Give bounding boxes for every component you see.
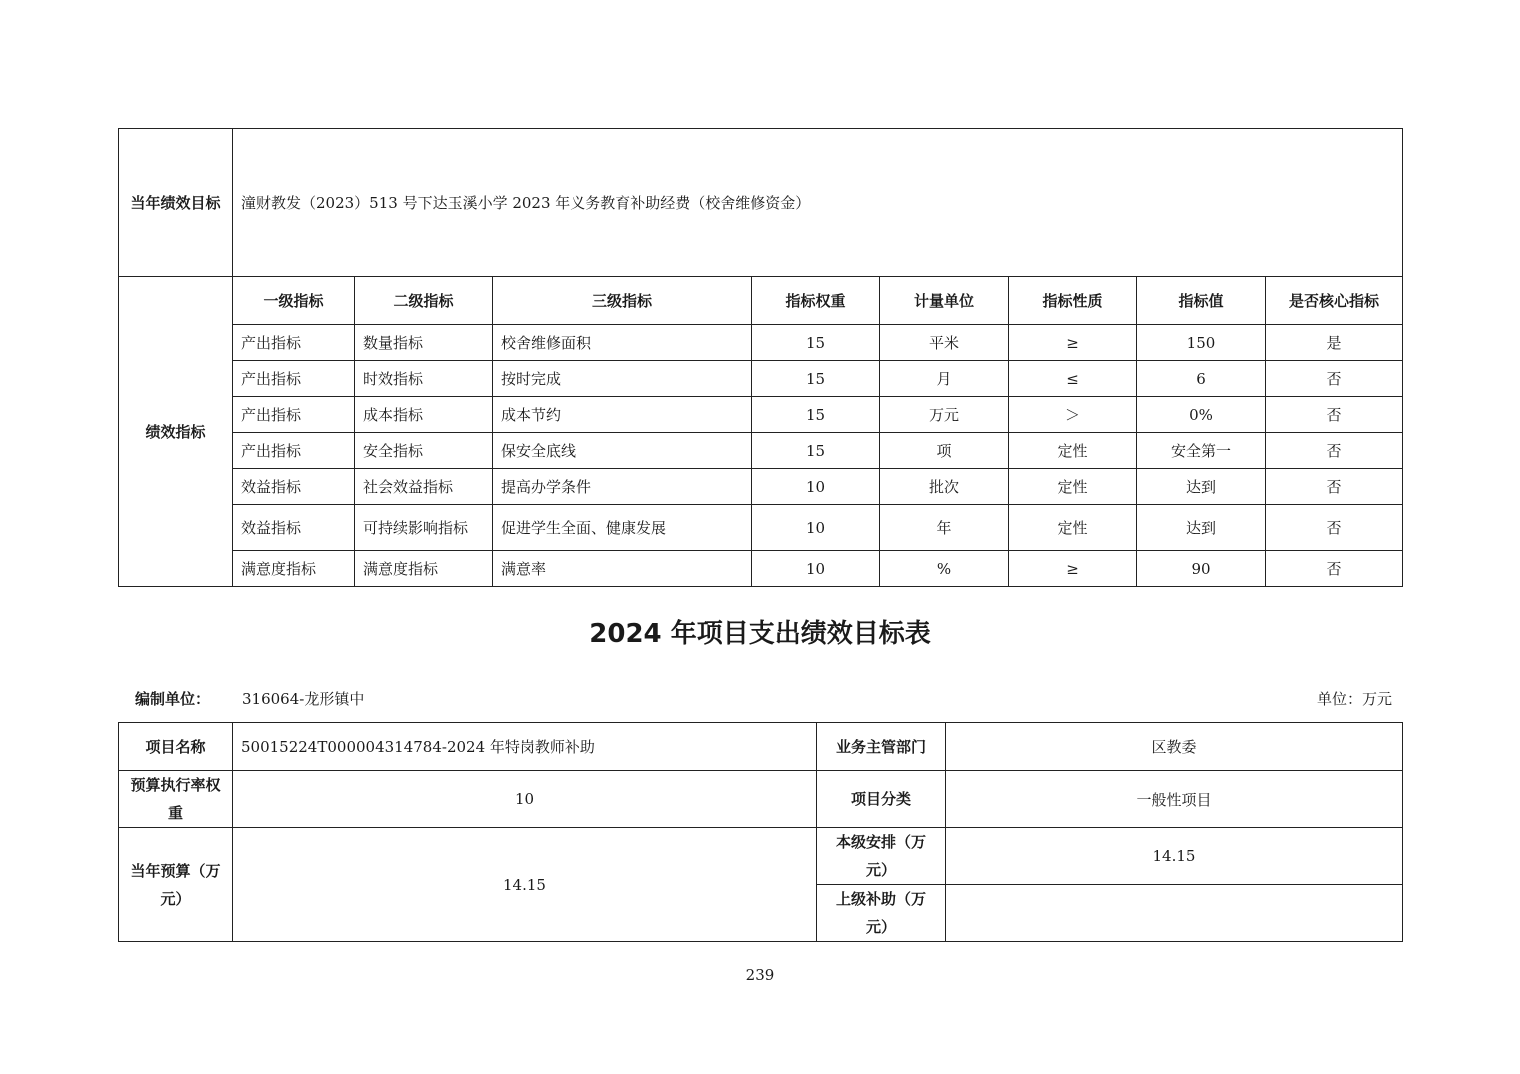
upper-label: 上级补助（万元） bbox=[817, 885, 946, 942]
indicator-cell: 否 bbox=[1266, 505, 1403, 551]
indicator-row bbox=[119, 325, 1403, 361]
indicator-cell: 10 bbox=[752, 469, 880, 505]
indicator-cell: 10 bbox=[752, 551, 880, 587]
indicator-cell: 是 bbox=[1266, 325, 1403, 361]
indicator-cell: 产出指标 bbox=[233, 361, 355, 397]
indicator-cell: 保安全底线 bbox=[493, 433, 752, 469]
indicator-cell: 成本指标 bbox=[355, 397, 493, 433]
indicator-cell: 定性 bbox=[1009, 433, 1137, 469]
rate-label: 预算执行率权重 bbox=[119, 771, 233, 828]
indicator-cell: ≥ bbox=[1009, 325, 1137, 361]
indicator-header: 指标权重 bbox=[752, 277, 880, 325]
org-label: 编制单位： bbox=[135, 690, 211, 708]
indicator-cell: % bbox=[880, 551, 1009, 587]
indicator-cell: 效益指标 bbox=[233, 505, 355, 551]
indicator-cell: 万元 bbox=[880, 397, 1009, 433]
indicator-header: 二级指标 bbox=[355, 277, 493, 325]
category-value: 一般性项目 bbox=[946, 771, 1403, 828]
indicator-cell: 否 bbox=[1266, 469, 1403, 505]
indicator-row bbox=[119, 469, 1403, 505]
indicator-cell: 产出指标 bbox=[233, 325, 355, 361]
indicator-cell: 数量指标 bbox=[355, 325, 493, 361]
indicator-cell: 否 bbox=[1266, 361, 1403, 397]
indicator-cell: 产出指标 bbox=[233, 397, 355, 433]
indicator-cell: 效益指标 bbox=[233, 469, 355, 505]
indicator-cell: 否 bbox=[1266, 433, 1403, 469]
indicator-cell: 90 bbox=[1137, 551, 1266, 587]
indicator-cell: 15 bbox=[752, 361, 880, 397]
indicator-cell: 年 bbox=[880, 505, 1009, 551]
indicator-row bbox=[119, 433, 1403, 469]
indicator-cell: 提高办学条件 bbox=[493, 469, 752, 505]
budget-label: 当年预算（万元） bbox=[119, 828, 233, 942]
indicator-cell: 定性 bbox=[1009, 469, 1137, 505]
project-name-label: 项目名称 bbox=[119, 723, 233, 771]
indicator-cell: 批次 bbox=[880, 469, 1009, 505]
page-number: 239 bbox=[745, 966, 775, 984]
indicator-header: 三级指标 bbox=[493, 277, 752, 325]
indicator-cell: 满意度指标 bbox=[233, 551, 355, 587]
indicator-cell: 时效指标 bbox=[355, 361, 493, 397]
dept-label: 业务主管部门 bbox=[817, 723, 946, 771]
indicator-row bbox=[119, 551, 1403, 587]
indicator-cell: 社会效益指标 bbox=[355, 469, 493, 505]
budget-value: 14.15 bbox=[233, 828, 817, 942]
indicator-cell: 满意度指标 bbox=[355, 551, 493, 587]
indicator-cell: 安全第一 bbox=[1137, 433, 1266, 469]
category-label: 项目分类 bbox=[817, 771, 946, 828]
indicator-row bbox=[119, 505, 1403, 551]
indicator-cell: 否 bbox=[1266, 551, 1403, 587]
goal-text: 潼财教发（2023）513 号下达玉溪小学 2023 年义务教育补助经费（校舍维修资金） bbox=[233, 129, 1403, 277]
indicator-cell: 校舍维修面积 bbox=[493, 325, 752, 361]
goal-label: 当年绩效目标 bbox=[119, 129, 233, 277]
performance-goal-table bbox=[118, 128, 1403, 587]
project-name-value: 50015224T000004314784-2024 年特岗教师补助 bbox=[233, 723, 817, 771]
local-value: 14.15 bbox=[946, 828, 1403, 885]
indicator-cell: 平米 bbox=[880, 325, 1009, 361]
indicator-row bbox=[119, 397, 1403, 433]
indicator-header: 指标值 bbox=[1137, 277, 1266, 325]
indicator-cell: 6 bbox=[1137, 361, 1266, 397]
indicator-cell: 按时完成 bbox=[493, 361, 752, 397]
indicator-cell: 0% bbox=[1137, 397, 1266, 433]
indicator-cell: 月 bbox=[880, 361, 1009, 397]
project-info-table bbox=[118, 722, 1403, 942]
indicator-cell: 安全指标 bbox=[355, 433, 493, 469]
section-title: 2024 年项目支出绩效目标表 bbox=[589, 619, 931, 649]
indicator-cell: 可持续影响指标 bbox=[355, 505, 493, 551]
indicator-cell: ≥ bbox=[1009, 551, 1137, 587]
indicator-cell: 15 bbox=[752, 325, 880, 361]
indicator-cell: ＞ bbox=[1009, 397, 1137, 433]
local-label: 本级安排（万元） bbox=[817, 828, 946, 885]
indicators-label: 绩效指标 bbox=[119, 277, 233, 587]
indicator-cell: 满意率 bbox=[493, 551, 752, 587]
org-value: 316064-龙形镇中 bbox=[242, 690, 365, 708]
indicator-cell: 10 bbox=[752, 505, 880, 551]
indicator-cell: 促进学生全面、健康发展 bbox=[493, 505, 752, 551]
indicator-cell: 达到 bbox=[1137, 505, 1266, 551]
dept-value: 区教委 bbox=[946, 723, 1403, 771]
indicator-cell: 定性 bbox=[1009, 505, 1137, 551]
indicator-header: 一级指标 bbox=[233, 277, 355, 325]
indicator-row bbox=[119, 361, 1403, 397]
indicator-cell: 否 bbox=[1266, 397, 1403, 433]
upper-value bbox=[946, 885, 1403, 942]
indicator-header: 指标性质 bbox=[1009, 277, 1137, 325]
indicator-cell: 成本节约 bbox=[493, 397, 752, 433]
indicator-cell: 15 bbox=[752, 433, 880, 469]
indicator-header: 计量单位 bbox=[880, 277, 1009, 325]
rate-value: 10 bbox=[233, 771, 817, 828]
indicator-header: 是否核心指标 bbox=[1266, 277, 1403, 325]
indicator-cell: 达到 bbox=[1137, 469, 1266, 505]
indicator-cell: 项 bbox=[880, 433, 1009, 469]
indicator-cell: 150 bbox=[1137, 325, 1266, 361]
indicator-cell: ≤ bbox=[1009, 361, 1137, 397]
indicator-cell: 产出指标 bbox=[233, 433, 355, 469]
unit-label: 单位：万元 bbox=[1316, 690, 1392, 708]
indicator-cell: 15 bbox=[752, 397, 880, 433]
